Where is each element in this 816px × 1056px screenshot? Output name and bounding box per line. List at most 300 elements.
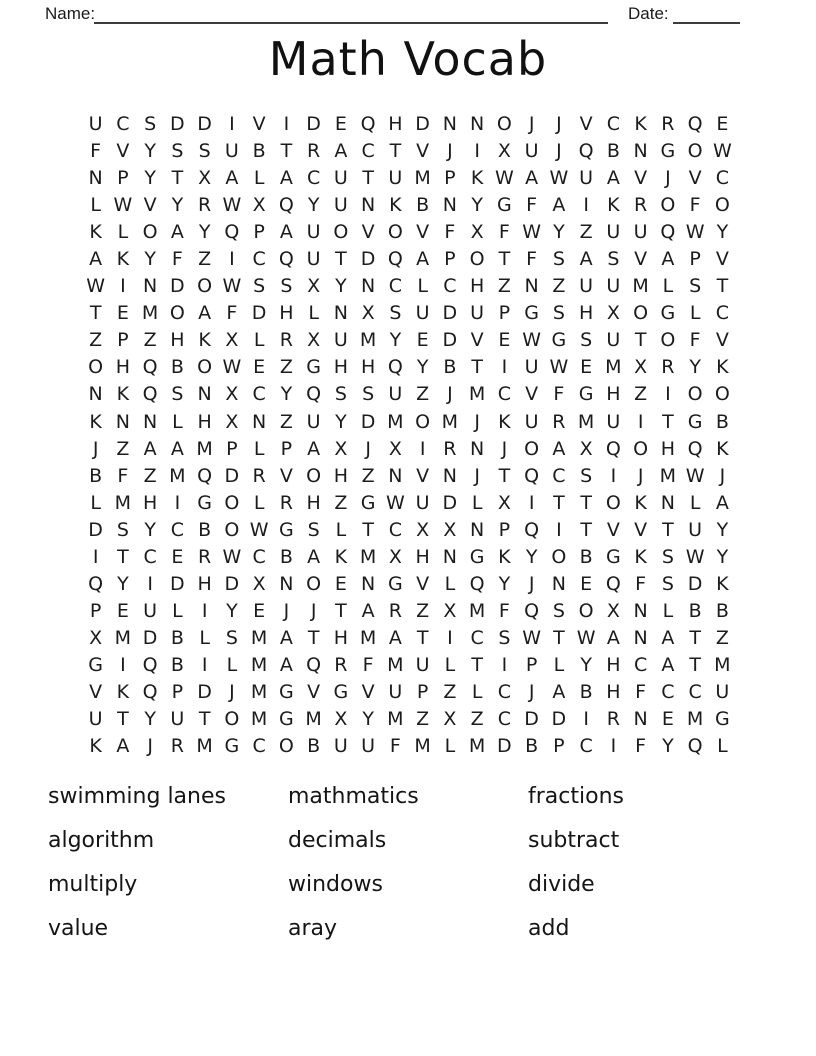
grid-letter: V [715,329,729,352]
grid-letter: L [335,518,347,541]
grid-letter: Q [88,572,104,595]
grid-letter: I [419,437,426,460]
grid-letter: X [89,626,103,649]
grid-letter: G [606,545,621,568]
grid-letter: D [142,626,158,649]
grid-letter: N [279,572,294,595]
grid-letter: M [250,681,268,703]
grid-letter: U [333,167,348,190]
grid-letter: N [388,464,403,487]
grid-letter: Y [498,572,511,595]
grid-letter: U [715,681,730,703]
grid-letter: B [279,545,293,568]
grid-letter: Y [553,221,565,244]
grid-letter: X [388,545,402,568]
grid-letter: L [689,491,701,514]
grid-letter: E [116,599,129,622]
grid-letter: J [92,437,99,460]
grid-letter: Z [334,491,348,514]
grid-letter: D [197,113,212,136]
grid-letter: E [580,356,593,379]
grid-letter: W [222,545,242,568]
grid-letter: M [387,653,404,676]
grid-letter: F [526,194,538,217]
grid-letter: Y [144,518,156,541]
grid-letter: O [714,194,730,217]
grid-letter: O [633,437,649,460]
grid-letter: W [685,464,705,487]
grid-letter: J [528,572,535,595]
grid-letter: R [198,545,212,568]
grid-letter: N [442,194,457,217]
grid-letter: J [474,464,480,487]
grid-letter: V [525,383,539,406]
grid-letter: O [660,194,676,217]
grid-letter: O [224,708,240,731]
grid-letter: M [196,437,213,460]
grid-letter: I [610,464,617,487]
grid-letter: P [253,221,265,244]
grid-letter: H [469,275,485,298]
grid-letter: S [552,248,565,271]
grid-letter: D [687,572,703,595]
grid-letter: O [224,518,240,541]
grid-letter: B [443,356,457,379]
grid-letter: A [307,545,321,568]
grid-letter: G [469,545,485,568]
grid-letter: L [444,735,456,758]
grid-letter: C [252,248,266,271]
grid-letter: K [607,194,620,217]
grid-letter: L [253,329,265,352]
grid-letter: Z [416,383,430,406]
grid-letter: Y [525,545,538,568]
grid-letter: F [389,735,401,758]
grid-letter: Y [716,518,729,541]
grid-letter: C [497,383,512,406]
grid-letter: O [306,464,322,487]
grid-letter: V [715,248,729,271]
grid-letter: M [169,464,186,487]
grid-letter: I [447,626,453,649]
grid-letter: N [361,572,376,595]
grid-letter: P [553,735,565,758]
grid-letter: G [660,302,676,325]
grid-letter: I [201,599,208,622]
grid-letter: H [360,356,376,379]
grid-letter: C [116,113,130,136]
grid-letter: C [688,681,702,703]
grid-letter: V [416,221,430,244]
grid-letter: U [388,681,403,703]
grid-letter: W [385,491,405,514]
grid-letter: E [416,329,429,352]
grid-letter: Z [361,464,375,487]
grid-letter: A [279,221,293,244]
grid-letter: H [170,329,185,352]
grid-letter: O [387,221,403,244]
grid-letter: S [607,248,620,271]
grid-letter: R [307,140,321,163]
grid-letter: M [605,356,622,379]
grid-letter: I [474,140,480,163]
grid-letter: W [86,275,106,298]
grid-letter: F [635,735,647,758]
grid-letter: H [333,356,349,379]
date-label: Date: [628,4,669,23]
grid-letter: S [116,518,129,541]
grid-letter: K [470,167,484,190]
grid-letter: X [361,302,375,325]
grid-letter: N [143,410,158,433]
grid-letter: R [661,113,675,136]
grid-letter: T [580,518,592,541]
word-list-item: algorithm [48,827,155,853]
grid-letter: R [170,735,184,758]
grid-letter: O [551,545,567,568]
grid-letter: A [279,167,293,190]
grid-letter: O [415,410,431,433]
grid-letter: F [526,248,538,271]
grid-letter: J [719,464,726,487]
word-list-item: multiply [48,871,138,897]
grid-letter: L [717,735,728,758]
grid-letter: T [117,545,129,568]
grid-letter: G [578,383,594,406]
grid-letter: E [334,113,347,136]
grid-letter: B [89,464,103,487]
grid-letter: T [471,653,483,676]
grid-letter: J [528,113,535,136]
grid-letter: A [388,626,402,649]
grid-letter: V [579,113,593,136]
grid-letter: M [468,599,486,622]
grid-letter: B [170,356,184,379]
grid-letter: K [116,248,130,271]
grid-letter: X [416,518,430,541]
grid-letter: J [310,599,317,622]
grid-letter: L [253,167,265,190]
grid-letter: A [198,302,212,325]
grid-letter: V [416,464,430,487]
grid-letter: Y [716,545,729,568]
grid-letter: R [279,491,293,514]
grid-letter: X [225,329,239,352]
grid-letter: N [143,275,158,298]
grid-letter: W [522,626,542,649]
grid-letter: X [252,572,266,595]
grid-letter: K [634,113,647,136]
grid-letter: O [687,140,703,163]
grid-letter: O [169,302,185,325]
grid-letter: J [283,599,290,622]
grid-letter: C [361,140,375,163]
grid-letter: N [524,275,539,298]
grid-letter: I [665,383,671,406]
grid-letter: P [280,437,293,460]
grid-letter: M [114,626,132,649]
grid-letter: Z [416,599,430,622]
grid-letter: S [144,113,157,136]
grid-letter: C [633,653,648,676]
grid-letter: B [525,735,539,758]
word-list-item: swimming lanes [48,783,226,809]
grid-letter: O [197,356,213,379]
grid-letter: X [497,491,511,514]
grid-letter: T [362,167,374,190]
grid-letter: U [88,708,103,731]
grid-letter: W [113,194,133,217]
grid-letter: D [442,329,458,352]
grid-letter: Q [142,356,158,379]
grid-letter: F [362,653,374,676]
grid-letter: Q [360,113,376,136]
grid-letter: R [198,194,212,217]
grid-letter: S [334,383,347,406]
grid-letter: V [634,518,648,541]
grid-letter: X [252,194,266,217]
grid-letter: C [606,113,621,136]
grid-letter: H [142,491,158,514]
grid-letter: Y [689,356,701,379]
grid-letter: A [606,167,620,190]
grid-letter: G [360,491,376,514]
grid-letter: G [88,653,103,676]
grid-letter: J [665,167,671,190]
grid-letter: N [442,464,457,487]
grid-letter: Q [605,437,621,460]
grid-letter: X [334,708,348,731]
grid-letter: Y [662,735,674,758]
grid-letter: T [498,464,511,487]
grid-letter: M [250,626,268,649]
grid-letter: N [633,708,648,731]
grid-letter: F [90,140,102,163]
grid-letter: L [662,599,674,622]
grid-letter: L [553,653,565,676]
grid-letter: K [498,545,511,568]
grid-letter: G [279,518,294,541]
grid-letter: P [226,437,238,460]
grid-letter: H [333,464,349,487]
grid-letter: A [552,194,566,217]
grid-letter: F [635,681,647,703]
grid-letter: I [556,518,562,541]
grid-letter: C [143,545,157,568]
grid-letter: X [307,329,321,352]
grid-letter: M [441,410,459,433]
grid-letter: B [688,599,702,622]
grid-letter: I [147,572,153,595]
grid-letter: S [498,626,511,649]
puzzle-title: Math Vocab [268,32,548,86]
grid-letter: R [443,437,457,460]
grid-letter: T [362,518,374,541]
grid-letter: Z [279,356,293,379]
grid-letter: C [306,167,321,190]
grid-letter: T [716,275,729,298]
word-list [48,774,768,950]
date-blank-line [673,2,740,24]
grid-letter: L [172,410,183,433]
grid-letter: S [580,464,593,487]
grid-letter: S [389,302,402,325]
grid-letter: G [306,356,321,379]
grid-letter: O [88,356,104,379]
grid-letter: Y [226,599,238,622]
grid-letter: G [333,681,349,703]
grid-letter: N [88,383,103,406]
grid-letter: X [497,140,511,163]
grid-letter: B [606,140,620,163]
grid-letter: U [606,221,621,244]
grid-letter: N [252,410,267,433]
grid-letter: T [580,491,592,514]
grid-letter: P [689,248,701,271]
grid-letter: A [279,653,293,676]
grid-letter: B [579,545,593,568]
grid-letter: R [634,194,648,217]
grid-letter: J [556,113,562,136]
grid-letter: M [468,735,486,758]
grid-letter: I [501,653,508,676]
grid-letter: W [712,140,732,163]
grid-letter: M [414,735,431,758]
grid-letter: F [498,221,510,244]
grid-letter: W [522,221,542,244]
grid-letter: F [689,329,701,352]
grid-letter: O [660,329,676,352]
grid-letter: B [416,194,430,217]
grid-letter: M [359,626,377,649]
name-label: Name: [45,4,96,23]
grid-letter: C [497,681,512,703]
grid-letter: O [714,383,730,406]
grid-letter: N [88,167,103,190]
grid-letter: I [637,410,644,433]
grid-letter: M [632,275,649,298]
grid-letter: N [470,437,485,460]
grid-letter: M [468,383,486,406]
grid-letter: Q [524,464,540,487]
grid-letter: C [252,735,266,758]
grid-letter: I [501,356,508,379]
grid-letter: V [361,681,375,703]
grid-letter: Z [416,708,430,731]
grid-letter: U [333,735,348,758]
grid-letter: Z [634,383,648,406]
grid-letter: T [389,140,402,163]
grid-letter: A [416,248,430,271]
grid-letter: G [224,735,240,758]
grid-letter: T [307,626,320,649]
word-list-item: value [48,915,109,941]
grid-letter: P [444,248,456,271]
grid-letter: Y [144,708,156,731]
grid-letter: Q [306,383,322,406]
grid-letter: I [583,194,589,217]
grid-letter: U [306,410,321,433]
grid-letter: H [660,437,676,460]
grid-letter: S [552,302,565,325]
grid-letter: K [634,491,647,514]
word-list-item: windows [288,871,383,897]
grid-letter: O [469,248,485,271]
grid-letter: V [470,329,484,352]
grid-letter: Q [197,464,213,487]
grid-letter: E [253,599,266,622]
grid-letter: M [414,167,431,190]
grid-letter: D [524,708,539,731]
grid-letter: C [552,464,566,487]
grid-letter: N [660,491,675,514]
grid-letter: U [224,140,239,163]
grid-letter: Y [198,221,211,244]
grid-letter: R [334,653,348,676]
grid-letter: J [474,410,480,433]
grid-letter: X [470,221,484,244]
grid-letter: H [197,572,212,595]
grid-letter: Y [307,194,320,217]
grid-letter: M [387,410,404,433]
grid-letter: H [333,626,349,649]
grid-letter: M [305,708,322,731]
grid-letter: Y [171,194,184,217]
grid-letter: D [360,248,376,271]
grid-letter: L [226,653,238,676]
grid-letter: A [170,437,184,460]
grid-letter: T [634,329,647,352]
grid-letter: T [198,708,211,731]
grid-letter: V [116,140,130,163]
grid-letter: P [117,167,129,190]
grid-letter: X [225,383,239,406]
grid-letter: K [334,545,348,568]
grid-letter: G [197,491,212,514]
grid-letter: B [170,626,184,649]
grid-letter: U [606,410,621,433]
grid-letter: T [416,626,429,649]
grid-letter: A [89,248,103,271]
grid-letter: U [170,708,185,731]
grid-letter: C [497,708,512,731]
grid-letter: D [170,113,185,136]
grid-letter: F [553,383,565,406]
grid-letter: C [715,167,730,190]
grid-letter: V [307,681,321,703]
grid-letter: C [170,518,185,541]
grid-letter: U [524,410,539,433]
grid-letter: O [278,735,294,758]
grid-letter: A [279,626,293,649]
grid-letter: T [553,491,565,514]
grid-letter: Q [387,248,403,271]
grid-letter: E [334,572,347,595]
grid-letter: X [443,599,457,622]
grid-letter: T [471,356,483,379]
grid-letter: O [224,491,240,514]
grid-letter: T [689,626,701,649]
grid-letter: I [583,708,589,731]
grid-letter: G [279,708,294,731]
grid-letter: I [229,248,235,271]
grid-letter: I [120,653,126,676]
grid-letter: N [115,410,130,433]
grid-letter: V [361,221,375,244]
grid-letter: X [388,437,402,460]
grid-letter: Y [716,221,729,244]
grid-letter: H [306,491,321,514]
